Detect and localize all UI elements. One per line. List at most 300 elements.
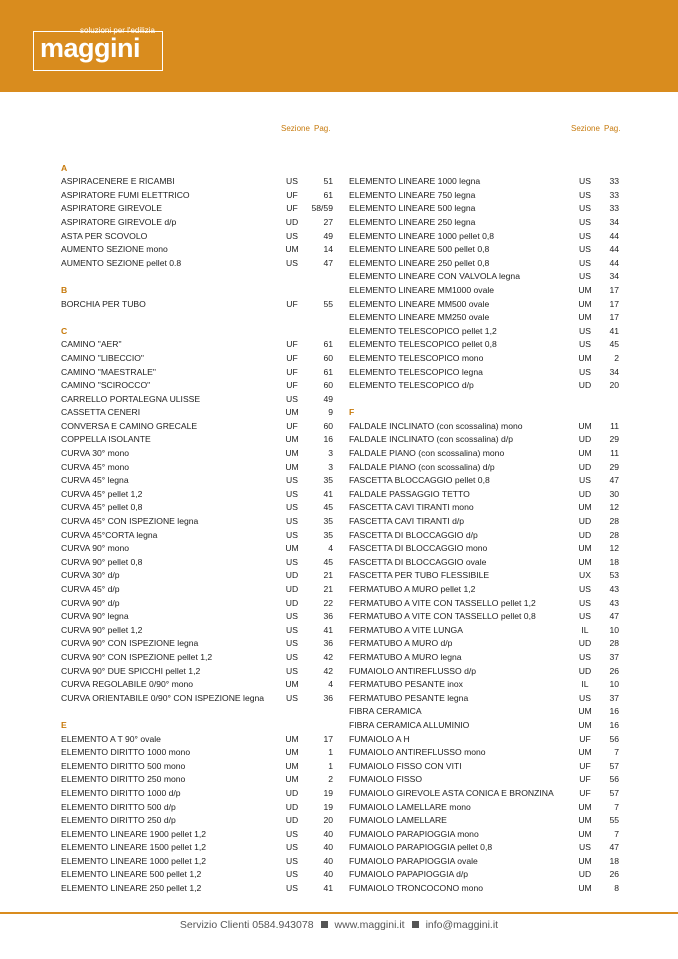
item-page: 4 [328, 543, 333, 554]
item-sezione: UM [578, 828, 592, 839]
item-sezione: UD [578, 516, 592, 527]
index-row [349, 841, 619, 855]
index-row [61, 678, 333, 692]
item-name: ELEMENTO LINEARE 1900 pellet 1,2 [61, 828, 207, 839]
item-page: 36 [323, 692, 333, 703]
item-name: BORCHIA PER TUBO [61, 298, 146, 309]
item-name: CONVERSA E CAMINO GRECALE [61, 420, 198, 431]
item-name: CURVA 45°CORTA legna [61, 529, 158, 540]
index-row [61, 651, 333, 665]
item-sezione: US [579, 584, 591, 594]
item-sezione: UM [578, 801, 592, 812]
item-page: 40 [323, 828, 333, 839]
item-page: 57 [609, 760, 619, 771]
index-row [61, 855, 333, 869]
item-page: 35 [323, 475, 333, 486]
index-row [349, 447, 619, 461]
item-sezione: US [579, 176, 591, 187]
item-sezione: UD [578, 665, 592, 676]
row-spacer [61, 705, 333, 719]
item-name: CURVA 45° pellet 1,2 [61, 488, 143, 499]
column-header-sezione: Sezione [281, 124, 310, 133]
item-name: FASCETTA CAVI TIRANTI mono [349, 502, 474, 513]
item-page: 60 [323, 380, 333, 391]
item-name: ASPIRATORE GIREVOLE [61, 203, 162, 214]
item-page: 10 [609, 624, 619, 635]
index-row [349, 515, 619, 529]
index-row [349, 624, 619, 638]
index-row [61, 379, 333, 393]
item-page: 17 [609, 298, 619, 309]
item-page: 7 [614, 747, 619, 758]
item-sezione: UD [578, 488, 592, 499]
item-sezione: UM [578, 883, 592, 894]
item-name: ELEMENTO TELESCOPICO pellet 0,8 [349, 339, 497, 350]
item-sezione: US [579, 475, 591, 486]
item-page: 56 [609, 733, 619, 744]
item-name: CAMINO "AER" [61, 339, 122, 350]
item-sezione: UX [579, 570, 591, 581]
row-spacer [349, 148, 619, 162]
item-page: 26 [609, 869, 619, 880]
footer-website-link[interactable]: www.maggini.it [334, 919, 405, 931]
item-name: CAMINO "LIBECCIO" [61, 352, 144, 363]
row-spacer [349, 162, 619, 176]
item-sezione: UM [285, 407, 299, 418]
index-row [349, 665, 619, 679]
item-name: CURVA REGOLABILE 0/90° mono [61, 679, 194, 690]
item-sezione: UD [578, 529, 592, 540]
item-name: CURVA 45° pellet 0,8 [61, 502, 143, 513]
item-page: 34 [609, 216, 619, 227]
item-name: ELEMENTO DIRITTO 500 mono [61, 760, 186, 771]
index-row [61, 556, 333, 570]
item-sezione: UM [578, 543, 592, 554]
item-name: FIBRA CERAMICA ALLUMINIO [349, 719, 470, 730]
item-name: FERMATUBO A VITE LUNGA [349, 624, 463, 635]
item-name: CAMINO "MAESTRALE" [61, 366, 156, 377]
item-sezione: UD [285, 597, 299, 608]
item-name: CURVA 45° CON ISPEZIONE legna [61, 516, 199, 527]
item-name: ELEMENTO LINEARE 1000 pellet 0,8 [349, 230, 495, 241]
item-name: ELEMENTO DIRITTO 250 d/p [61, 815, 176, 826]
item-sezione: UF [286, 298, 298, 309]
index-row [61, 760, 333, 774]
index-row [61, 773, 333, 787]
index-row [349, 325, 619, 339]
row-spacer [61, 311, 333, 325]
item-page: 26 [609, 665, 619, 676]
item-page: 17 [609, 312, 619, 323]
index-row [61, 447, 333, 461]
item-page: 61 [323, 189, 333, 200]
index-row [349, 705, 619, 719]
item-sezione: US [579, 189, 591, 200]
item-page: 49 [323, 393, 333, 404]
index-rows [349, 148, 619, 896]
index-row [349, 175, 619, 189]
footer-email-link[interactable]: info@maggini.it [425, 919, 499, 931]
item-sezione: IL [581, 679, 589, 690]
index-row [61, 338, 333, 352]
index-row [61, 515, 333, 529]
item-sezione: UM [578, 284, 592, 295]
column-header-pag: Pag. [314, 124, 331, 133]
item-page: 47 [609, 475, 619, 486]
item-name: ELEMENTO LINEARE 250 pellet 0,8 [349, 257, 490, 268]
item-name: FERMATUBO A VITE CON TASSELLO pellet 1,2 [349, 597, 536, 608]
item-name: FALDALE INCLINATO (con scossalina) mono [349, 420, 523, 431]
item-page: 45 [609, 339, 619, 350]
item-sezione: US [286, 883, 298, 894]
item-name: AUMENTO SEZIONE pellet 0.8 [61, 257, 182, 268]
item-page: 18 [609, 855, 619, 866]
item-sezione: US [579, 651, 591, 662]
item-sezione: US [286, 611, 298, 622]
item-sezione: US [579, 339, 591, 350]
item-name: ELEMENTO LINEARE 500 legna [349, 203, 476, 214]
header-band [0, 0, 678, 92]
item-page: 58/59 [311, 203, 333, 214]
item-page: 8 [614, 883, 619, 894]
item-page: 2 [328, 774, 333, 785]
item-sezione: UM [578, 719, 592, 730]
item-page: 16 [323, 434, 333, 445]
item-name: CURVA 30° mono [61, 448, 130, 459]
item-page: 36 [323, 638, 333, 649]
item-name: FERMATUBO A MURO pellet 1,2 [349, 584, 476, 594]
item-name: ELEMENTO TELESCOPICO pellet 1,2 [349, 325, 497, 336]
index-row [61, 406, 333, 420]
item-page: 3 [328, 448, 333, 459]
item-name: FUMAIOLO ANTIREFLUSSO mono [349, 747, 486, 758]
index-row [349, 773, 619, 787]
item-sezione: UD [285, 787, 299, 798]
item-sezione: UM [578, 556, 592, 567]
item-name: FUMAIOLO FISSO CON VITI [349, 760, 462, 771]
item-sezione: US [579, 271, 591, 282]
item-sezione: UF [579, 733, 591, 744]
index-row [61, 474, 333, 488]
item-page: 2 [614, 352, 619, 363]
item-page: 47 [323, 257, 333, 268]
item-sezione: UD [285, 801, 299, 812]
item-sezione: US [286, 624, 298, 635]
index-row [349, 501, 619, 515]
index-row [61, 257, 333, 271]
index-row [61, 366, 333, 380]
item-name: FASCETTA BLOCCAGGIO pellet 0,8 [349, 475, 490, 486]
item-sezione: UD [578, 380, 592, 391]
item-sezione: US [286, 257, 298, 268]
index-row [349, 298, 619, 312]
item-sezione: US [286, 665, 298, 676]
item-sezione: UM [578, 747, 592, 758]
item-sezione: US [286, 842, 298, 853]
index-row [61, 569, 333, 583]
index-row [61, 461, 333, 475]
index-row [349, 787, 619, 801]
index-row [349, 461, 619, 475]
item-name: FUMAIOLO LAMELLARE mono [349, 801, 471, 812]
item-name: FASCETTA CAVI TIRANTI d/p [349, 516, 465, 527]
item-sezione: UF [286, 366, 298, 377]
item-page: 49 [323, 230, 333, 241]
item-name: FALDALE INCLINATO (con scossalina) d/p [349, 434, 513, 445]
item-page: 55 [609, 815, 619, 826]
index-row [349, 311, 619, 325]
item-page: 20 [323, 815, 333, 826]
item-page: 34 [609, 366, 619, 377]
index-row [349, 746, 619, 760]
item-name: ELEMENTO LINEARE 500 pellet 1,2 [61, 869, 202, 880]
index-row [61, 542, 333, 556]
item-page: 42 [323, 665, 333, 676]
item-sezione: US [579, 366, 591, 377]
index-row [349, 814, 619, 828]
item-sezione: UD [578, 869, 592, 880]
index-row [61, 665, 333, 679]
item-sezione: UM [578, 502, 592, 513]
item-page: 16 [609, 706, 619, 717]
item-sezione: US [286, 502, 298, 513]
index-row [349, 692, 619, 706]
index-row [349, 597, 619, 611]
item-sezione: US [286, 475, 298, 486]
item-name: FASCETTA PER TUBO FLESSIBILE [349, 570, 490, 581]
item-page: 61 [323, 366, 333, 377]
item-sezione: US [579, 692, 591, 703]
item-sezione: UM [285, 760, 299, 771]
row-spacer [61, 270, 333, 284]
item-page: 9 [328, 407, 333, 418]
index-row [349, 529, 619, 543]
item-page: 36 [323, 611, 333, 622]
item-sezione: US [286, 638, 298, 649]
index-row [61, 624, 333, 638]
item-sezione: UM [285, 747, 299, 758]
item-name: AUMENTO SEZIONE mono [61, 244, 168, 255]
item-page: 21 [323, 584, 333, 594]
item-sezione: UM [285, 679, 299, 690]
item-name: ELEMENTO LINEARE MM1000 ovale [349, 284, 495, 295]
item-sezione: US [579, 257, 591, 268]
item-name: ELEMENTO LINEARE MM500 ovale [349, 298, 490, 309]
item-name: FALDALE PIANO (con scossalina) d/p [349, 461, 495, 472]
item-sezione: UF [286, 420, 298, 431]
index-row [349, 719, 619, 733]
item-name: CURVA 30° d/p [61, 570, 120, 581]
item-name: FUMAIOLO PARAPIOGGIA ovale [349, 855, 478, 866]
item-page: 7 [614, 828, 619, 839]
item-page: 41 [323, 883, 333, 894]
item-sezione: UM [578, 815, 592, 826]
index-row [349, 569, 619, 583]
item-sezione: UM [285, 543, 299, 554]
index-row [61, 787, 333, 801]
item-name: FUMAIOLO TRONCOCONO mono [349, 883, 484, 894]
item-name: FUMAIOLO PARAPIOGGIA mono [349, 828, 479, 839]
item-sezione: US [286, 651, 298, 662]
section-letter: C [61, 325, 68, 336]
item-name: CURVA 45° mono [61, 461, 130, 472]
item-sezione: UF [579, 787, 591, 798]
item-name: ELEMENTO LINEARE 1000 legna [349, 176, 481, 187]
item-name: ELEMENTO TELESCOPICO d/p [349, 380, 474, 391]
item-name: FUMAIOLO A H [349, 733, 410, 744]
item-sezione: UD [578, 638, 592, 649]
index-row [61, 841, 333, 855]
index-row [61, 610, 333, 624]
item-sezione: UD [285, 815, 299, 826]
item-name: FASCETTA DI BLOCCAGGIO ovale [349, 556, 487, 567]
index-row [61, 814, 333, 828]
item-page: 19 [323, 801, 333, 812]
item-page: 45 [323, 502, 333, 513]
item-page: 33 [609, 189, 619, 200]
item-name: FUMAIOLO LAMELLARE [349, 815, 447, 826]
bullet-square-icon [412, 921, 419, 928]
item-page: 28 [609, 516, 619, 527]
item-name: FERMATUBO A VITE CON TASSELLO pellet 0,8 [349, 611, 536, 622]
index-row [349, 651, 619, 665]
item-sezione: US [579, 611, 591, 622]
index-row [61, 733, 333, 747]
index-row [61, 801, 333, 815]
item-sezione: UF [286, 352, 298, 363]
column-header-sezione: Sezione [571, 124, 600, 133]
section-letter: F [349, 407, 355, 418]
index-row [61, 420, 333, 434]
item-sezione: US [286, 230, 298, 241]
item-page: 37 [609, 651, 619, 662]
item-sezione: UM [285, 774, 299, 785]
index-row [349, 216, 619, 230]
item-page: 14 [323, 244, 333, 255]
index-row [349, 379, 619, 393]
item-sezione: US [286, 828, 298, 839]
item-sezione: US [286, 176, 298, 187]
item-page: 57 [609, 787, 619, 798]
section-letter: B [61, 284, 68, 295]
index-row [61, 746, 333, 760]
item-sezione: US [579, 244, 591, 255]
footer-divider [0, 912, 678, 914]
item-page: 44 [609, 257, 619, 268]
item-page: 43 [609, 584, 619, 594]
index-row [61, 175, 333, 189]
item-name: FIBRA CERAMICA [349, 706, 422, 717]
item-name: FERMATUBO A MURO legna [349, 651, 462, 662]
item-sezione: US [579, 216, 591, 227]
item-name: ELEMENTO DIRITTO 250 mono [61, 774, 186, 785]
item-page: 21 [323, 570, 333, 581]
item-sezione: UM [285, 448, 299, 459]
item-sezione: UM [285, 434, 299, 445]
item-page: 12 [609, 543, 619, 554]
section-letter: A [61, 162, 68, 173]
item-sezione: UD [285, 584, 299, 594]
item-page: 51 [323, 176, 333, 187]
index-row [61, 189, 333, 203]
item-sezione: UF [286, 189, 298, 200]
item-name: CASSETTA CENERI [61, 407, 141, 418]
item-name: CURVA ORIENTABILE 0/90° CON ISPEZIONE legna [61, 692, 265, 703]
item-name: ELEMENTO TELESCOPICO legna [349, 366, 483, 377]
index-row [61, 298, 333, 312]
item-name: FERMATUBO PESANTE legna [349, 692, 469, 703]
item-name: ELEMENTO A T 90° ovale [61, 733, 161, 744]
item-page: 44 [609, 230, 619, 241]
item-sezione: UF [286, 339, 298, 350]
index-row [349, 868, 619, 882]
item-name: CURVA 45° legna [61, 475, 129, 486]
index-row [61, 583, 333, 597]
index-row [349, 474, 619, 488]
item-page: 22 [323, 597, 333, 608]
index-row [349, 189, 619, 203]
index-row [349, 352, 619, 366]
index-row [349, 270, 619, 284]
item-name: FUMAIOLO FISSO [349, 774, 423, 785]
index-row [61, 243, 333, 257]
item-name: ELEMENTO LINEARE MM250 ovale [349, 312, 490, 323]
item-page: 33 [609, 176, 619, 187]
item-page: 1 [328, 747, 333, 758]
item-page: 19 [323, 787, 333, 798]
item-sezione: UD [578, 434, 592, 445]
item-page: 35 [323, 529, 333, 540]
index-row [61, 352, 333, 366]
item-sezione: US [286, 529, 298, 540]
item-name: CURVA 90° pellet 1,2 [61, 624, 143, 635]
column-header-pag: Pag. [604, 124, 621, 133]
index-row [349, 366, 619, 380]
index-row [349, 583, 619, 597]
item-page: 4 [328, 679, 333, 690]
index-row [61, 637, 333, 651]
item-sezione: UF [579, 774, 591, 785]
item-name: ELEMENTO TELESCOPICO mono [349, 352, 484, 363]
item-name: ELEMENTO LINEARE 750 legna [349, 189, 476, 200]
item-page: 16 [609, 719, 619, 730]
item-sezione: UM [578, 448, 592, 459]
item-page: 18 [609, 556, 619, 567]
footer [0, 919, 678, 931]
index-row [61, 882, 333, 896]
item-sezione: US [579, 597, 591, 608]
item-page: 60 [323, 420, 333, 431]
item-page: 47 [609, 611, 619, 622]
item-sezione: US [286, 556, 298, 567]
item-page: 41 [323, 624, 333, 635]
index-row [349, 420, 619, 434]
item-sezione: UM [285, 244, 299, 255]
item-name: FALDALE PASSAGGIO TETTO [349, 488, 470, 499]
item-page: 3 [328, 461, 333, 472]
item-sezione: US [286, 869, 298, 880]
item-page: 56 [609, 774, 619, 785]
item-sezione: UD [285, 216, 299, 227]
index-row [61, 488, 333, 502]
item-name: FUMAIOLO PAPAPIOGGIA d/p [349, 869, 469, 880]
row-spacer [349, 393, 619, 407]
item-sezione: US [286, 516, 298, 527]
item-sezione: UF [286, 203, 298, 214]
index-row [61, 202, 333, 216]
index-row [349, 678, 619, 692]
item-page: 10 [609, 679, 619, 690]
